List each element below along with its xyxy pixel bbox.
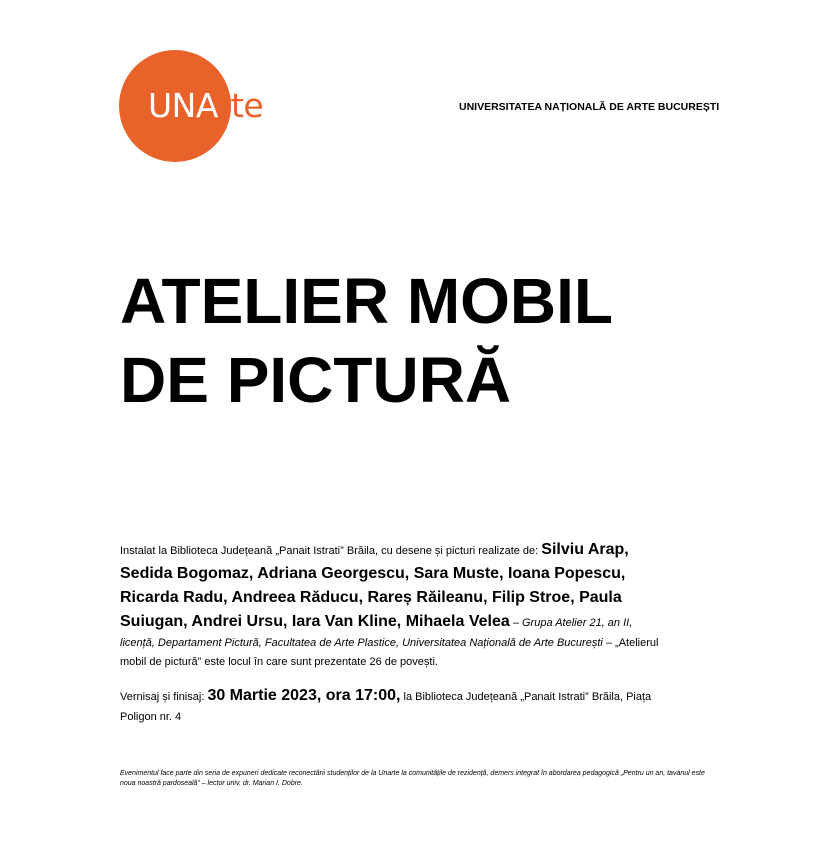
intro-text: Instalat la Biblioteca Județeană „Panait Istrati” Brăila, cu desene și picturi realizate de: — [120, 545, 542, 557]
event-label: Vernisaj și finisaj: — [120, 691, 208, 703]
footnote: Evenimentul face parte din seria de expuneri dedicate reconectării studenților de la Unarte la comunitățile de rezidență, demers integrat în abordarea pedagogică „Pentru un an, tavanul este noua noastră pardoseală” – lector univ. dr. Marian I. Dobre. — [120, 770, 705, 787]
university-name: UNIVERSITATEA NAȚIONALĂ DE ARTE BUCUREȘTI — [459, 101, 720, 113]
event-datetime: 30 Martie 2023, ora 17:00, — [207, 687, 401, 704]
event-location: la Biblioteca Județeană „Panait Istrati” Brăila, Piața Poligon nr. 4 — [120, 691, 652, 723]
body-text — [120, 538, 665, 739]
description-paragraph — [120, 538, 665, 672]
group-info: – Grupa Atelier 21, an II, licență, Departament Pictură, Facultatea de Arte Plastice, Universitatea Națională de Arte București — [120, 617, 633, 649]
description-ending: – „Atelierul mobil de pictură” este locul în care sunt prezentate 26 de povești. — [120, 637, 659, 668]
artists-list: Silviu Arap, Sedida Bogomaz, Adriana Georgescu, Sara Muste, Ioana Popescu, Ricarda Radu, Andreea Răducu, Rareș Răileanu, Filip Stroe, Paula Suiugan, Andrei Ursu, Iara Van Kline, Mihaela Velea — [120, 541, 629, 630]
logo-wordmark: UNArte — [148, 86, 264, 125]
page-title: ATELIER MOBIL DE PICTURĂ — [120, 265, 613, 416]
event-paragraph — [120, 684, 665, 727]
